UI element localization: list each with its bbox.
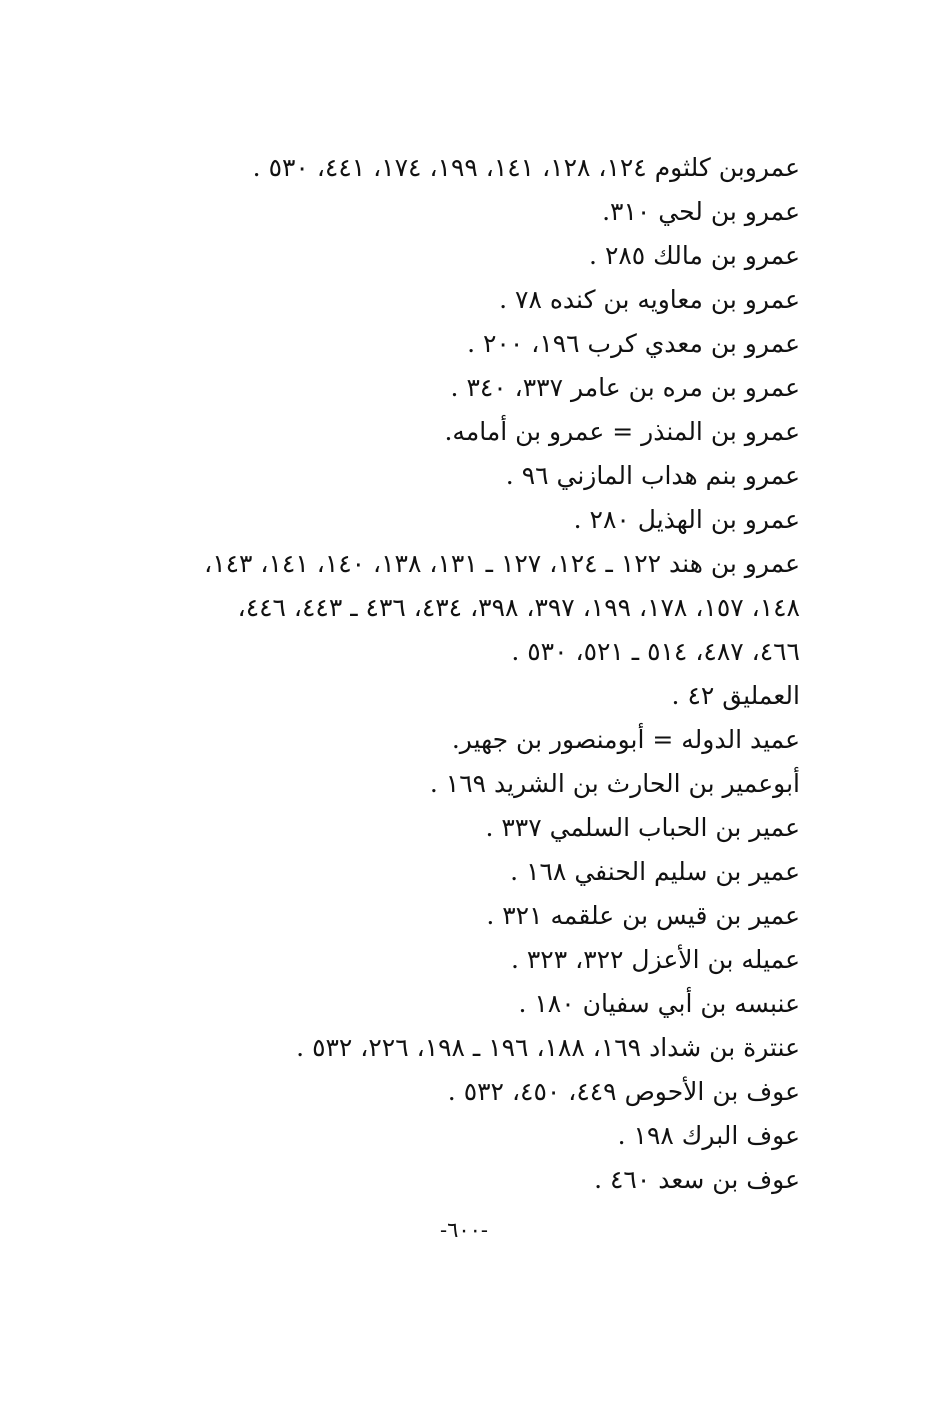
name-index-list xyxy=(120,146,800,1202)
index-entry: عوف البرك ١٩٨ . xyxy=(617,1121,800,1150)
index-entry: عوف بن سعد ٤٦٠ . xyxy=(594,1165,800,1194)
index-entry-continuation: ٤٦٦، ٤٨٧، ٥١٤ ـ ٥٢١، ٥٣٠ . xyxy=(511,637,800,666)
index-entry: العمليق ٤٢ . xyxy=(671,681,800,710)
index-entry: عميله بن الأعزل ٣٢٢، ٣٢٣ . xyxy=(510,945,800,974)
index-entry: عمرو بن لحي ٣١٠. xyxy=(602,197,800,226)
index-entry: عمرو بن الهذيل ٢٨٠ . xyxy=(573,505,800,534)
page-number: -٦٠٠- xyxy=(439,1218,489,1242)
index-entry: عمرو بنم هداب المازني ٩٦ . xyxy=(505,461,800,490)
index-entry: عمير بن قيس بن علقمه ٣٢١ . xyxy=(486,901,800,930)
index-entry: عمرو بن المنذر = عمرو بن أمامه. xyxy=(444,417,800,446)
index-entry: عميد الدوله = أبومنصور بن جهير. xyxy=(451,725,800,754)
index-entry: عمرو بن هند ١٢٢ ـ ١٢٤، ١٢٧ ـ ١٣١، ١٣٨، ١٤٠، ١٤١، ١٤٣، xyxy=(204,549,800,578)
index-entry: عمير بن سليم الحنفي ١٦٨ . xyxy=(510,857,800,886)
index-entry: عمرو بن معدي كرب ١٩٦، ٢٠٠ . xyxy=(467,329,800,358)
index-entry: عمروبن كلثوم ١٢٤، ١٢٨، ١٤١، ١٩٩، ١٧٤، ٤٤١، ٥٣٠ . xyxy=(252,153,800,182)
index-entry: عمرو بن مره بن عامر ٣٣٧، ٣٤٠ . xyxy=(450,373,800,402)
index-entry: عنبسه بن أبي سفيان ١٨٠ . xyxy=(518,989,800,1018)
index-entry: عوف بن الأحوص ٤٤٩، ٤٥٠، ٥٣٢ . xyxy=(447,1077,800,1106)
index-entry: عمير بن الحباب السلمي ٣٣٧ . xyxy=(485,813,800,842)
index-entry: عنترة بن شداد ١٦٩، ١٨٨، ١٩٦ ـ ١٩٨، ٢٢٦، ٥٣٢ . xyxy=(296,1033,800,1062)
index-entry: عمرو بن مالك ٢٨٥ . xyxy=(589,241,800,270)
index-entry: عمرو بن معاويه بن كنده ٧٨ . xyxy=(499,285,800,314)
index-entry: أبوعمير بن الحارث بن الشريد ١٦٩ . xyxy=(429,769,800,798)
index-entry-continuation: ١٤٨، ١٥٧، ١٧٨، ١٩٩، ٣٩٧، ٣٩٨، ٤٣٤، ٤٣٦ ـ ٤٤٣، ٤٤٦، xyxy=(237,593,800,622)
